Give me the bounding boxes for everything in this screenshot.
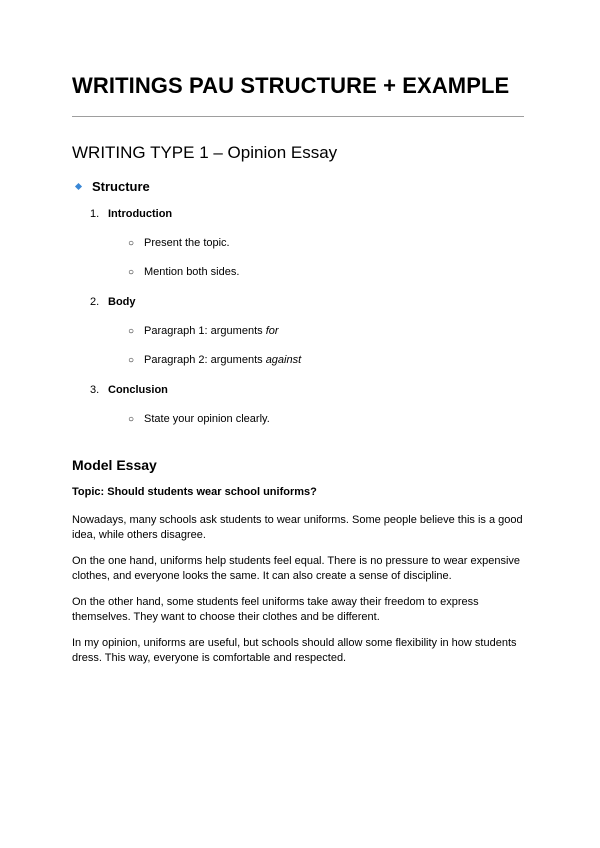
list-item-text: Paragraph 2: arguments bbox=[144, 354, 266, 366]
list-item-emphasis: for bbox=[265, 325, 279, 337]
circle-bullet-icon: ○ bbox=[128, 267, 135, 278]
list-item bbox=[128, 413, 270, 425]
list-item-text: Present the topic. bbox=[144, 237, 230, 249]
circle-bullet-icon: ○ bbox=[128, 355, 135, 366]
step-introduction bbox=[90, 208, 172, 220]
circle-bullet-icon: ○ bbox=[128, 414, 135, 425]
list-item bbox=[128, 325, 279, 337]
circle-bullet-icon: ○ bbox=[128, 326, 135, 337]
step-conclusion bbox=[90, 384, 168, 396]
title-divider bbox=[72, 116, 524, 117]
step-number: 1. bbox=[90, 208, 100, 220]
list-item bbox=[128, 354, 301, 366]
step-label: Introduction bbox=[108, 208, 173, 220]
essay-topic: Topic: Should students wear school uniforms? bbox=[72, 486, 317, 498]
structure-label: Structure bbox=[92, 179, 150, 194]
list-item-text: Paragraph 1: arguments bbox=[144, 325, 266, 337]
essay-paragraph: In my opinion, uniforms are useful, but schools should allow some flexibility in how students dress. This way, everyone is comfortable and respected. bbox=[72, 637, 517, 664]
step-body bbox=[90, 296, 136, 308]
essay-paragraph: On the other hand, some students feel uniforms take away their freedom to express themselves. They want to choose their clothes and be different. bbox=[72, 596, 479, 623]
list-item bbox=[128, 237, 230, 249]
circle-bullet-icon: ○ bbox=[128, 238, 135, 249]
structure-heading bbox=[76, 179, 150, 194]
list-item-emphasis: against bbox=[265, 354, 302, 366]
step-number: 2. bbox=[90, 296, 100, 308]
list-item bbox=[128, 266, 239, 278]
section-heading: WRITING TYPE 1 – Opinion Essay bbox=[72, 143, 338, 162]
list-item-text: State your opinion clearly. bbox=[144, 413, 270, 425]
list-item-text: Mention both sides. bbox=[144, 266, 240, 278]
essay-paragraph: On the one hand, uniforms help students feel equal. There is no pressure to wear expensive clothes, and everyone looks the same. It can also create a sense of discipline. bbox=[72, 555, 521, 582]
essay-paragraph: Nowadays, many schools ask students to wear uniforms. Some people believe this is a good idea, while others disagree. bbox=[72, 514, 523, 541]
diamond-bullet-icon bbox=[75, 183, 82, 190]
document-title: WRITINGS PAU STRUCTURE + EXAMPLE bbox=[72, 73, 510, 98]
step-number: 3. bbox=[90, 384, 100, 396]
step-label: Body bbox=[108, 296, 136, 308]
model-essay-heading: Model Essay bbox=[72, 457, 157, 473]
step-label: Conclusion bbox=[108, 384, 168, 396]
